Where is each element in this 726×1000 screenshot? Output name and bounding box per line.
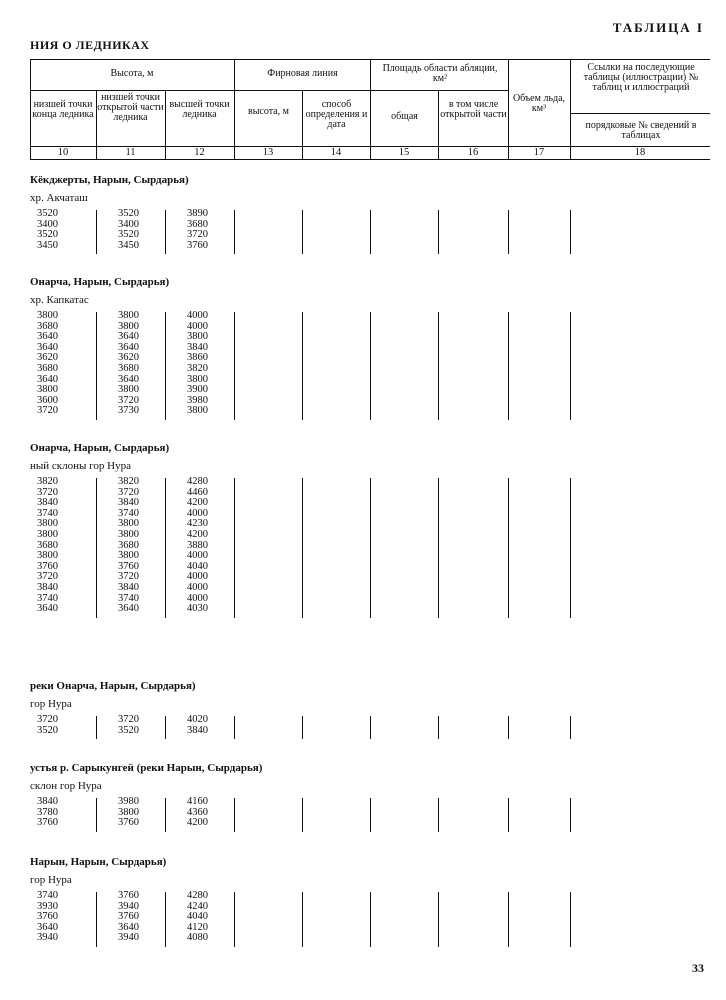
table-cell: 3640	[37, 603, 58, 615]
table-cell: 3900	[187, 384, 208, 396]
table-cell: 3680	[37, 363, 58, 374]
column-rule	[438, 478, 439, 618]
column-rule	[370, 210, 371, 254]
table-cell: 3800	[118, 550, 139, 562]
table-cell: 3800	[118, 806, 139, 818]
section-title: Нарын, Нарын, Сырдарья)	[30, 856, 167, 868]
table-cell: 4280	[187, 476, 208, 487]
table-cell: 4000	[187, 592, 208, 604]
table-cell: 4360	[187, 806, 208, 818]
table-cell: 4460	[187, 486, 208, 498]
column-rule	[438, 312, 439, 420]
column-rule	[370, 798, 371, 832]
column-rule	[165, 210, 166, 254]
table-label: ТАБЛИЦА I	[612, 20, 704, 35]
column-rule	[438, 716, 439, 739]
col-number: 14	[330, 147, 342, 158]
table-cell: 3940	[37, 932, 58, 944]
header-col16: в том числе открытой части	[440, 99, 507, 120]
table-cell: 3840	[37, 497, 58, 509]
table-cell: 3520	[37, 724, 58, 736]
column-rule	[234, 716, 235, 739]
column-rule	[96, 312, 97, 420]
column-rule	[234, 478, 235, 618]
page-title: НИЯ О ЛЕДНИКАХ	[30, 38, 150, 52]
table-cell: 3800	[118, 310, 139, 321]
column-rule	[302, 210, 303, 254]
table-cell: 3800	[187, 405, 208, 417]
table-cell: 3720	[118, 394, 139, 406]
table-cell: 3760	[118, 911, 139, 923]
table-cell: 3800	[37, 518, 58, 530]
header-col14: способ определения и дата	[305, 99, 368, 130]
header-group-refs: Ссылки на последующие таблицы (иллюстрации) № таблиц и иллюстраций	[583, 62, 699, 93]
table-cell: 3680	[37, 320, 58, 332]
table-cell: 3840	[118, 497, 139, 509]
header-col11: низшей точки открытой части ледника	[97, 92, 164, 123]
table-cell: 3800	[118, 320, 139, 332]
table-cell: 3730	[118, 405, 139, 417]
table-cell: 3940	[118, 932, 139, 944]
column-rule	[370, 478, 371, 618]
column-rule	[165, 798, 166, 832]
table-cell: 3780	[37, 806, 58, 818]
table-cell: 3740	[118, 592, 139, 604]
column-rule	[438, 892, 439, 947]
column-rule	[165, 892, 166, 947]
header-col10: низшей точки конца ледника	[32, 99, 94, 120]
section-subtitle: ный склоны гор Нура	[30, 460, 131, 472]
column-rule	[234, 798, 235, 832]
table-cell: 3520	[37, 208, 58, 219]
table-cell: 3820	[187, 363, 208, 374]
column-rule	[508, 312, 509, 420]
table-cell: 3820	[118, 476, 139, 487]
table-cell: 3800	[37, 384, 58, 396]
table-cell: 3680	[118, 539, 139, 551]
column-rule	[508, 210, 509, 254]
column-rule	[96, 892, 97, 947]
table-cell: 4230	[187, 518, 208, 530]
table-cell: 3840	[187, 724, 208, 736]
column-rule	[96, 478, 97, 618]
header-col13: высота, м	[247, 106, 289, 117]
table-cell: 3520	[118, 724, 139, 736]
table-cell: 3640	[37, 331, 58, 343]
header-col12: высшей точки ледника	[169, 99, 230, 120]
table-cell: 3800	[187, 331, 208, 343]
table-cell: 4030	[187, 603, 208, 615]
table-cell: 4200	[187, 817, 208, 829]
table-cell: 3760	[37, 560, 58, 572]
column-rule	[508, 478, 509, 618]
col-number: 10	[57, 147, 69, 158]
table-cell: 3720	[118, 486, 139, 498]
header-group-height: Высота, м	[110, 68, 154, 79]
table-cell: 3450	[37, 239, 58, 251]
table-cell: 3800	[37, 529, 58, 540]
column-rule	[508, 798, 509, 832]
column-rule	[570, 312, 571, 420]
table-cell: 3940	[118, 900, 139, 912]
table-cell: 3760	[118, 817, 139, 829]
table-cell: 3720	[37, 486, 58, 498]
column-rule	[234, 892, 235, 947]
col-number: 11	[125, 147, 136, 158]
table-cell: 3720	[37, 714, 58, 725]
column-rule	[302, 798, 303, 832]
table-cell: 4000	[187, 571, 208, 583]
column-rule	[234, 312, 235, 420]
table-cell: 3840	[37, 796, 58, 807]
column-rule	[570, 716, 571, 739]
table-cell: 3740	[37, 507, 58, 519]
table-cell: 3800	[187, 373, 208, 385]
table-cell: 4080	[187, 932, 208, 944]
table-cell: 4040	[187, 911, 208, 923]
col-number: 17	[533, 147, 545, 158]
column-rule	[570, 798, 571, 832]
column-rule	[96, 798, 97, 832]
table-cell: 4000	[187, 507, 208, 519]
table-cell: 3640	[118, 373, 139, 385]
column-rule	[302, 478, 303, 618]
section-subtitle: склон гор Нура	[30, 780, 102, 792]
table-cell: 4160	[187, 796, 208, 807]
table-cell: 3800	[37, 310, 58, 321]
table-cell: 3820	[37, 476, 58, 487]
table-cell: 3640	[37, 341, 58, 353]
table-cell: 3760	[118, 560, 139, 572]
table-cell: 3620	[37, 352, 58, 364]
column-rule	[508, 892, 509, 947]
table-cell: 3640	[118, 331, 139, 343]
table-cell: 3680	[37, 539, 58, 551]
table-cell: 3450	[118, 239, 139, 251]
table-cell: 3720	[37, 571, 58, 583]
table-cell: 4000	[187, 320, 208, 332]
table-cell: 4040	[187, 560, 208, 572]
column-rule	[96, 716, 97, 739]
table-cell: 3740	[37, 592, 58, 604]
column-rule	[165, 716, 166, 739]
col-number: 13	[262, 147, 274, 158]
column-rule	[302, 716, 303, 739]
table-cell: 3620	[118, 352, 139, 364]
table-cell: 3520	[118, 229, 139, 241]
header-col17: Объем льда, км³	[512, 93, 566, 114]
table-cell: 3760	[37, 911, 58, 923]
column-rule	[570, 892, 571, 947]
column-rule	[570, 210, 571, 254]
table-cell: 4000	[187, 310, 208, 321]
table-cell: 3520	[118, 208, 139, 219]
column-rule	[438, 798, 439, 832]
header-group-firn: Фирновая линия	[267, 68, 338, 79]
table-cell: 3600	[37, 394, 58, 406]
table-cell: 4200	[187, 497, 208, 509]
table-cell: 4120	[187, 921, 208, 933]
column-rule	[234, 210, 235, 254]
table-cell: 3400	[37, 218, 58, 230]
table-cell: 4280	[187, 890, 208, 901]
table-cell: 3640	[37, 921, 58, 933]
table-cell: 3860	[187, 352, 208, 364]
column-rule	[165, 478, 166, 618]
column-rule	[302, 312, 303, 420]
table-cell: 3800	[118, 384, 139, 396]
column-rule	[370, 892, 371, 947]
table-cell: 3520	[37, 229, 58, 241]
section-subtitle: хр. Акчаташ	[30, 192, 88, 204]
table-cell: 3800	[37, 550, 58, 562]
column-rule	[438, 210, 439, 254]
column-rule	[96, 210, 97, 254]
column-rule	[370, 312, 371, 420]
table-cell: 3640	[118, 341, 139, 353]
table-cell: 3720	[118, 714, 139, 725]
table-cell: 4000	[187, 550, 208, 562]
col-number: 15	[398, 147, 410, 158]
table-cell: 3760	[37, 817, 58, 829]
col-number: 18	[634, 147, 646, 158]
section-subtitle: гор Нура	[30, 874, 72, 886]
table-cell: 3890	[187, 208, 208, 219]
section-title: Кёкджерты, Нарын, Сырдарья)	[30, 174, 189, 186]
column-rule	[165, 312, 166, 420]
table-cell: 3640	[118, 921, 139, 933]
section-title: Онарча, Нарын, Сырдарья)	[30, 276, 170, 288]
table-cell: 3840	[187, 341, 208, 353]
table-cell: 3930	[37, 900, 58, 912]
column-rule	[370, 716, 371, 739]
section-subtitle: гор Нура	[30, 698, 72, 710]
table-cell: 4000	[187, 582, 208, 593]
column-rule	[302, 892, 303, 947]
header-col15: общая	[391, 111, 418, 122]
col-number: 12	[194, 147, 205, 158]
column-rule	[508, 716, 509, 739]
col-number: 16	[467, 147, 479, 158]
table-cell: 3400	[118, 218, 139, 230]
table-cell: 3760	[187, 239, 208, 251]
table-cell: 3740	[118, 507, 139, 519]
table-cell: 3680	[118, 363, 139, 374]
table-cell: 3680	[187, 218, 208, 230]
table-cell: 3980	[118, 796, 139, 807]
table-cell: 3800	[118, 529, 139, 540]
table-cell: 3840	[118, 582, 139, 593]
table-cell: 3760	[118, 890, 139, 901]
table-cell: 3740	[37, 890, 58, 901]
table-cell: 3980	[187, 394, 208, 406]
table-cell: 3720	[187, 229, 208, 241]
column-rule	[570, 478, 571, 618]
table-cell: 4200	[187, 529, 208, 540]
section-title: реки Онарча, Нарын, Сырдарья)	[30, 680, 196, 692]
section-subtitle: хр. Капкатас	[30, 294, 89, 306]
section-title: Онарча, Нарын, Сырдарья)	[30, 442, 170, 454]
table-cell: 3720	[118, 571, 139, 583]
table-cell: 3880	[187, 539, 208, 551]
table-cell: 3840	[37, 582, 58, 593]
table-cell: 3720	[37, 405, 58, 417]
table-cell: 4020	[187, 714, 208, 725]
header-group-area: Площадь области абляции, км²	[382, 63, 498, 84]
table-cell: 4240	[187, 900, 208, 912]
table-cell: 3640	[37, 373, 58, 385]
section-title: устья р. Сарыкунгей (реки Нарын, Сырдарья)	[30, 762, 263, 774]
table-cell: 3800	[118, 518, 139, 530]
table-cell: 3640	[118, 603, 139, 615]
page-number: 33	[692, 961, 704, 975]
header-col18: порядковые № сведений в таблицах	[585, 120, 697, 141]
